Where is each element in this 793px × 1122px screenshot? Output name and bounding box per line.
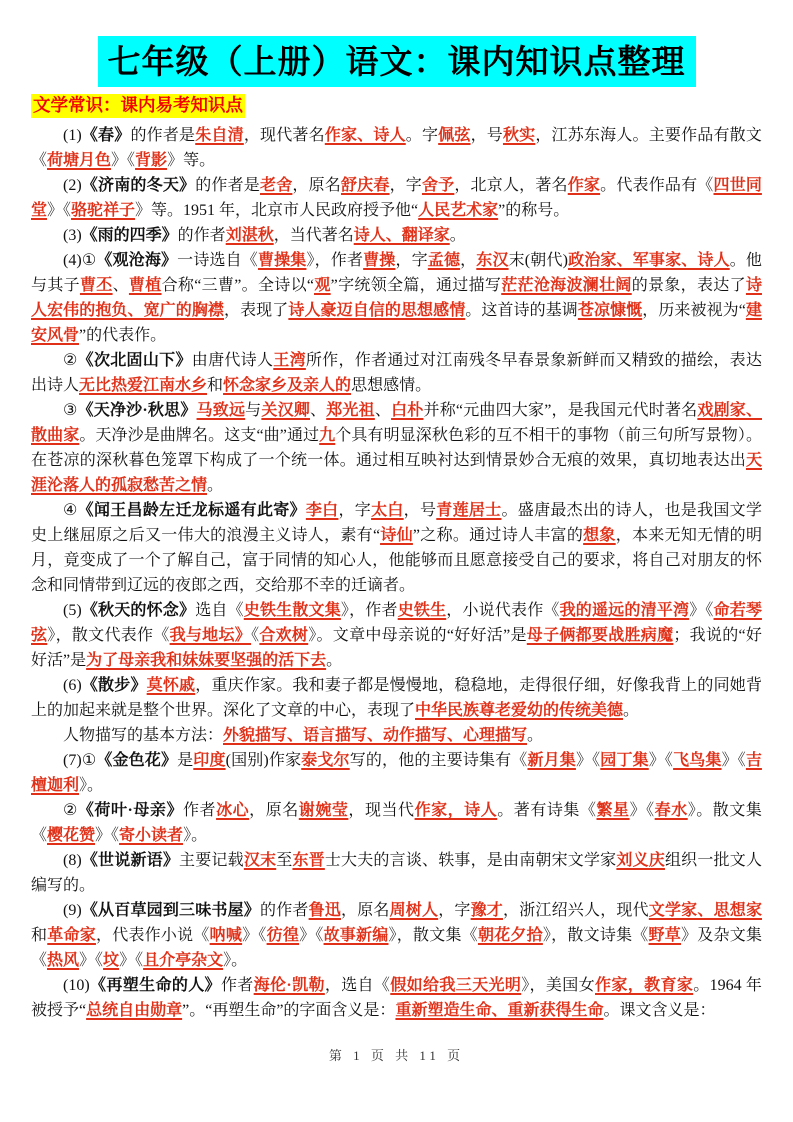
highlight-term: 且介亭杂文 xyxy=(143,951,224,969)
text-run: ，北京人，著名 xyxy=(454,176,568,194)
highlight-term: 印度 xyxy=(193,751,226,769)
text-run: 的作者 xyxy=(260,901,309,919)
work-title: 《闻王昌龄左迁龙标遥有此寄》 xyxy=(77,501,306,519)
text-run: 》等。 xyxy=(167,151,216,169)
text-run: 个具有明显深秋色彩的互不相干的事物（前三句所写景物）。在苍凉的深秋暮色笼罩下构成了一个统一体。通过相互映衬达到情景妙合无痕的效果，真切地表达出 xyxy=(31,426,762,469)
highlight-term: 太白 xyxy=(371,501,404,519)
highlight-term: 飞鸟集 xyxy=(673,751,722,769)
work-title: 《雨的四季》 xyxy=(81,226,178,244)
highlight-term: 周树人 xyxy=(389,901,439,919)
paragraph xyxy=(31,798,762,848)
highlight-term: 海伦·凯勒 xyxy=(253,976,325,994)
text-run: 士大夫的言谈、轶事，是由南朝宋文学家 xyxy=(324,851,617,869)
highlight-term: 谢婉莹 xyxy=(298,801,349,819)
highlight-term: 史铁生 xyxy=(397,601,447,619)
text-run: ，字 xyxy=(338,501,372,519)
highlight-term: 老舍 xyxy=(260,176,293,194)
text-run: 》等。1951 年，北京市人民政府授予他“ xyxy=(135,201,419,219)
text-run: 》及杂文集《 xyxy=(31,926,762,969)
text-run: 的作者 xyxy=(177,226,226,244)
highlight-term: 诗仙 xyxy=(380,526,413,544)
highlight-term: 母子俩都要战胜病魔 xyxy=(526,626,674,644)
highlight-term: 朝花夕拾 xyxy=(477,926,543,944)
text-run: 》《 xyxy=(242,926,267,944)
highlight-term: 文学家、思想家 xyxy=(648,901,762,919)
text-run: 。 xyxy=(326,651,343,669)
text-run: (3) xyxy=(63,226,82,244)
text-run: ，历来被视为“ xyxy=(642,301,746,319)
page-title: 七年级（上册）语文：课内知识点整理 xyxy=(98,36,696,87)
work-title: 《荷叶·母亲》 xyxy=(77,801,183,819)
text-run: (2) xyxy=(63,176,82,194)
highlight-term: 外貌描写、语言描写、动作描写、心理描写 xyxy=(223,726,528,744)
highlight-term: 茫茫沧海波澜壮阔 xyxy=(501,276,632,294)
highlight-term: 重新塑造生命、重新获得生命 xyxy=(395,1001,604,1019)
text-run: ，字 xyxy=(395,251,428,269)
text-run: 》《 xyxy=(629,801,655,819)
text-run: ”。“再塑生命”的字面含义是： xyxy=(182,1001,396,1019)
text-run: 选自《 xyxy=(195,601,244,619)
highlight-term: 苍凉慷慨 xyxy=(577,301,643,319)
text-run: 。字 xyxy=(405,126,439,144)
text-run: ② xyxy=(63,351,78,369)
text-run: 》。散文集《 xyxy=(31,801,762,844)
work-title: 《观沧海》 xyxy=(96,251,178,269)
highlight-term: 佩弦 xyxy=(438,126,471,144)
text-run: 、 xyxy=(112,276,129,294)
highlight-term: 作家、诗人 xyxy=(324,126,406,144)
highlight-term: 我的遥远的清平湾 xyxy=(559,601,690,619)
text-run: ，表现了 xyxy=(224,301,289,319)
text-run: 。著有诗集《 xyxy=(497,801,597,819)
text-run: (7)① xyxy=(63,751,97,769)
highlight-term: 作家，教育家 xyxy=(595,976,694,994)
text-run: 作者 xyxy=(183,801,217,819)
work-title: 《再塑生命的人》 xyxy=(89,976,221,994)
text-run: 》，散文代表作《 xyxy=(47,626,170,644)
text-run: (国别)作家 xyxy=(225,751,302,769)
text-run: ，原名 xyxy=(249,801,299,819)
highlight-term: 刘义庆 xyxy=(616,851,665,869)
paragraph xyxy=(31,348,762,398)
highlight-term: 呐喊 xyxy=(209,926,243,944)
highlight-term: 寄小读者 xyxy=(119,826,184,844)
paragraph xyxy=(31,848,762,898)
highlight-term: 政治家、军事家、诗人 xyxy=(567,251,730,269)
text-run: ，当代著名 xyxy=(273,226,354,244)
highlight-term: 孟德 xyxy=(427,251,461,269)
text-run: ，现当代 xyxy=(348,801,415,819)
highlight-term: 革命家 xyxy=(47,926,96,944)
text-run: 所作，作者通过对江南残冬早春景象新鲜而又精致的描绘，表达出诗人 xyxy=(31,351,762,394)
highlight-term: 郑光祖 xyxy=(326,401,375,419)
text-run: 。 xyxy=(623,701,640,719)
highlight-term: 白朴 xyxy=(391,401,424,419)
text-run: 》《 xyxy=(299,926,324,944)
text-run: 、 xyxy=(310,401,327,419)
text-run: 。他与其子 xyxy=(31,251,762,294)
highlight-term: 东汉 xyxy=(476,251,509,269)
text-run: 与 xyxy=(245,401,262,419)
paragraph xyxy=(31,723,762,748)
text-run: 。代表作品有《 xyxy=(600,176,714,194)
text-run: ，字 xyxy=(389,176,422,194)
section-header: 文学常识：课内易考知识点 xyxy=(31,94,245,118)
highlight-term: 人民艺术家 xyxy=(418,201,499,219)
text-run: ，浙江绍兴人，现代 xyxy=(503,901,649,919)
work-title: 《秋天的怀念》 xyxy=(81,601,196,619)
text-run: 》《 xyxy=(47,201,72,219)
text-run: 组织一批文人编写的。 xyxy=(31,851,762,894)
highlight-term: 诗人、翻译家 xyxy=(353,226,450,244)
paragraph xyxy=(31,173,762,223)
highlight-term: 繁星 xyxy=(596,801,630,819)
paragraph xyxy=(31,673,762,723)
work-title: 《济南的冬天》 xyxy=(81,176,196,194)
highlight-term: 舒庆春 xyxy=(340,176,390,194)
text-run: 》，作者 xyxy=(340,601,398,619)
highlight-term: 园丁集 xyxy=(600,751,649,769)
text-run: 的作者是 xyxy=(130,126,196,144)
text-run: 》。文章中母亲说的“好好活”是 xyxy=(308,626,527,644)
text-run: 的作者是 xyxy=(195,176,260,194)
section-header-row xyxy=(31,94,762,118)
highlight-term: 四世同堂 xyxy=(31,176,762,219)
highlight-term: 无比热爱江南水乡 xyxy=(79,376,208,394)
text-run: ，原名 xyxy=(341,901,390,919)
work-title: 《从百草园到三味书屋》 xyxy=(81,901,261,919)
highlight-term: 泰戈尔 xyxy=(301,751,350,769)
text-run: ，现代著名 xyxy=(243,126,325,144)
paragraph xyxy=(31,248,762,348)
highlight-term: 命若琴弦 xyxy=(31,601,762,644)
text-run: ，号 xyxy=(470,126,503,144)
title-row xyxy=(31,36,762,87)
text-run: 》《 xyxy=(119,951,144,969)
paragraph xyxy=(31,973,762,1023)
highlight-term: 刘湛秋 xyxy=(225,226,274,244)
text-run: 主要记载 xyxy=(179,851,244,869)
highlight-term: 中华民族尊老爱幼的传统美德 xyxy=(415,701,624,719)
content xyxy=(31,123,762,1023)
highlight-term: 马致远 xyxy=(196,401,246,419)
highlight-term: 背影 xyxy=(135,151,168,169)
highlight-term: 樱花赞 xyxy=(47,826,96,844)
highlight-term: 故事新编 xyxy=(323,926,389,944)
text-run: 作者 xyxy=(220,976,254,994)
highlight-term: 诗人宏伟的抱负、宽广的胸襟 xyxy=(31,276,762,319)
highlight-term: 王湾 xyxy=(273,351,306,369)
highlight-term: 曹植 xyxy=(128,276,162,294)
highlight-term: 吉檀迦利 xyxy=(31,751,762,794)
text-run: 》。 xyxy=(183,826,208,844)
text-run: ， xyxy=(460,251,477,269)
text-run: 》。 xyxy=(223,951,248,969)
text-run: 。盛唐最杰出的诗人，也是我国文学史上继屈原之后又一伟大的浪漫主义诗人，素有“ xyxy=(31,501,762,544)
text-run: 《 xyxy=(251,626,260,644)
text-run: 》，散文诗集《 xyxy=(542,926,649,944)
text-run: 》《 xyxy=(95,826,120,844)
text-run: ，本来无知无情的明月，竟变成了一个了解自己，富于同情的知心人，他能够而且愿意接受自己的要求，将自己对朋友的怀念和同情带到辽远的夜郎之西，交给那不幸的迁谪者。 xyxy=(31,526,762,594)
text-run: ，重庆作家。我和妻子都是慢慢地，稳稳地，走得很仔细，好像我背上的同她背上的加起来就是整个世界。深化了文章的中心，表现了 xyxy=(31,676,762,719)
highlight-term: 荷塘月色 xyxy=(47,151,112,169)
text-run: 至 xyxy=(276,851,293,869)
highlight-term: 九 xyxy=(319,426,336,444)
text-run: (9) xyxy=(63,901,82,919)
highlight-term: 诗人豪迈自信的思想感情 xyxy=(288,301,466,319)
text-run: 》，美国女 xyxy=(521,976,596,994)
text-run: ④ xyxy=(63,501,78,519)
text-run: 由唐代诗人 xyxy=(191,351,274,369)
highlight-term: 朱自清 xyxy=(195,126,244,144)
paragraph xyxy=(31,398,762,498)
text-run: 》，作者 xyxy=(306,251,364,269)
text-run: (4)① xyxy=(63,251,97,269)
highlight-term: 青莲居士 xyxy=(436,501,502,519)
paragraph xyxy=(31,498,762,598)
text-run: 是 xyxy=(177,751,194,769)
text-run: 写的，他的主要诗集有《 xyxy=(349,751,528,769)
highlight-term: 戏剧家、散曲家 xyxy=(31,401,762,444)
highlight-term: 怀念家乡及亲人的 xyxy=(223,376,352,394)
paragraph xyxy=(31,223,762,248)
text-run: 》。 xyxy=(79,776,104,794)
highlight-term: 东晋 xyxy=(292,851,325,869)
paragraph xyxy=(31,898,762,973)
text-run: 》，散文集《 xyxy=(388,926,478,944)
work-title: 《天净沙·秋思》 xyxy=(77,401,197,419)
highlight-term: 史铁生散文集 xyxy=(243,601,341,619)
text-run: 。 xyxy=(449,226,466,244)
highlight-term: 作家，诗人 xyxy=(414,801,498,819)
text-run: 》《 xyxy=(689,601,714,619)
text-run: 》《 xyxy=(111,151,136,169)
text-run: ，原名 xyxy=(292,176,341,194)
highlight-term: 作家 xyxy=(567,176,601,194)
highlight-term: 总统自由勋章 xyxy=(86,1001,183,1019)
text-run: ”之称。通过诗人丰富的 xyxy=(412,526,584,544)
text-run: 和 xyxy=(31,926,48,944)
highlight-term: 骆驼祥子 xyxy=(71,201,136,219)
text-run: 思想感情。 xyxy=(351,376,432,394)
text-run: 并称“元曲四大家”，是我国元代时著名 xyxy=(423,401,698,419)
highlight-term: 曹丕 xyxy=(79,276,113,294)
text-run: ，小说代表作《 xyxy=(446,601,560,619)
highlight-term: 想象 xyxy=(583,526,616,544)
text-run: ，号 xyxy=(403,501,437,519)
highlight-term: 鲁迅 xyxy=(308,901,342,919)
paragraph xyxy=(31,598,762,673)
highlight-term: 我与地坛》 xyxy=(169,626,252,644)
text-run: 一诗选自《 xyxy=(177,251,258,269)
text-run: ② xyxy=(63,801,78,819)
highlight-term: 天涯沦落人的孤寂愁苦之情 xyxy=(31,451,762,494)
text-run: 的景象，表达了 xyxy=(631,276,746,294)
text-run: (6) xyxy=(63,676,82,694)
work-title: 《世说新语》 xyxy=(81,851,180,869)
text-run: 和 xyxy=(207,376,224,394)
highlight-term: 观 xyxy=(314,276,331,294)
highlight-term: 假如给我三天光明 xyxy=(390,976,522,994)
highlight-term: 野草 xyxy=(648,926,682,944)
work-title: 《散步》 xyxy=(81,676,147,694)
text-run: 。课文含义是： xyxy=(603,1001,716,1019)
highlight-term: 曹操集 xyxy=(257,251,307,269)
text-run: (1) xyxy=(63,126,82,144)
highlight-term: 秋实 xyxy=(502,126,536,144)
highlight-term: 合欢树 xyxy=(259,626,309,644)
text-run: 。 xyxy=(527,726,544,744)
text-run: ，字 xyxy=(438,901,471,919)
text-run: ，选自《 xyxy=(324,976,391,994)
work-title: 《次北固山下》 xyxy=(77,351,192,369)
text-run: ”的代表作。 xyxy=(79,326,167,344)
highlight-term: 冰心 xyxy=(216,801,250,819)
highlight-term: 曹操 xyxy=(363,251,396,269)
highlight-term: 豫才 xyxy=(470,901,504,919)
highlight-term: 汉末 xyxy=(243,851,277,869)
highlight-term: 舍予 xyxy=(421,176,455,194)
text-run: ”的称号。 xyxy=(498,201,570,219)
highlight-term: 坟 xyxy=(103,951,120,969)
text-run: 》《 xyxy=(79,951,104,969)
text-run: 人物描写的基本方法： xyxy=(63,726,224,744)
text-run: 。1964 年被授予“ xyxy=(31,976,762,1019)
highlight-term: 彷徨 xyxy=(266,926,300,944)
text-run: (10) xyxy=(63,976,90,994)
page-footer: 第 1 页 共 11 页 xyxy=(328,1048,465,1063)
text-run: 、 xyxy=(374,401,392,419)
highlight-term: 新月集 xyxy=(527,751,576,769)
work-title: 《金色花》 xyxy=(96,751,178,769)
text-run: ③ xyxy=(63,401,78,419)
highlight-term: 莫怀戚 xyxy=(146,676,196,694)
text-run: 》《 xyxy=(575,751,601,769)
text-run: (5) xyxy=(63,601,82,619)
text-run: 末(朝代) xyxy=(508,251,568,269)
paragraph xyxy=(31,748,762,798)
text-run: ”字统领全篇，通过描写 xyxy=(330,276,502,294)
text-run: ，代表作小说《 xyxy=(95,926,210,944)
highlight-term: 李白 xyxy=(305,501,339,519)
highlight-term: 春水 xyxy=(654,801,688,819)
text-run: 。 xyxy=(207,476,224,494)
highlight-term: 为了母亲我和妹妹要坚强的活下去 xyxy=(86,651,327,669)
text-run: 。天净沙是曲牌名。这支“曲”通过 xyxy=(79,426,320,444)
text-run: ；我说的“好好活”是 xyxy=(31,626,762,669)
highlight-term: 热风 xyxy=(47,951,80,969)
work-title: 《春》 xyxy=(81,126,131,144)
highlight-term: 建安风骨 xyxy=(31,301,762,344)
text-run: 》《 xyxy=(721,751,746,769)
highlight-term: 关汉卿 xyxy=(261,401,310,419)
paragraph xyxy=(31,123,762,173)
text-run: 合称“三曹”。全诗以“ xyxy=(161,276,315,294)
text-run: ，江苏东海人。主要作品有散文《 xyxy=(31,126,762,169)
text-run: (8) xyxy=(63,851,82,869)
text-run: 。这首诗的基调 xyxy=(465,301,578,319)
text-run: 》《 xyxy=(648,751,674,769)
